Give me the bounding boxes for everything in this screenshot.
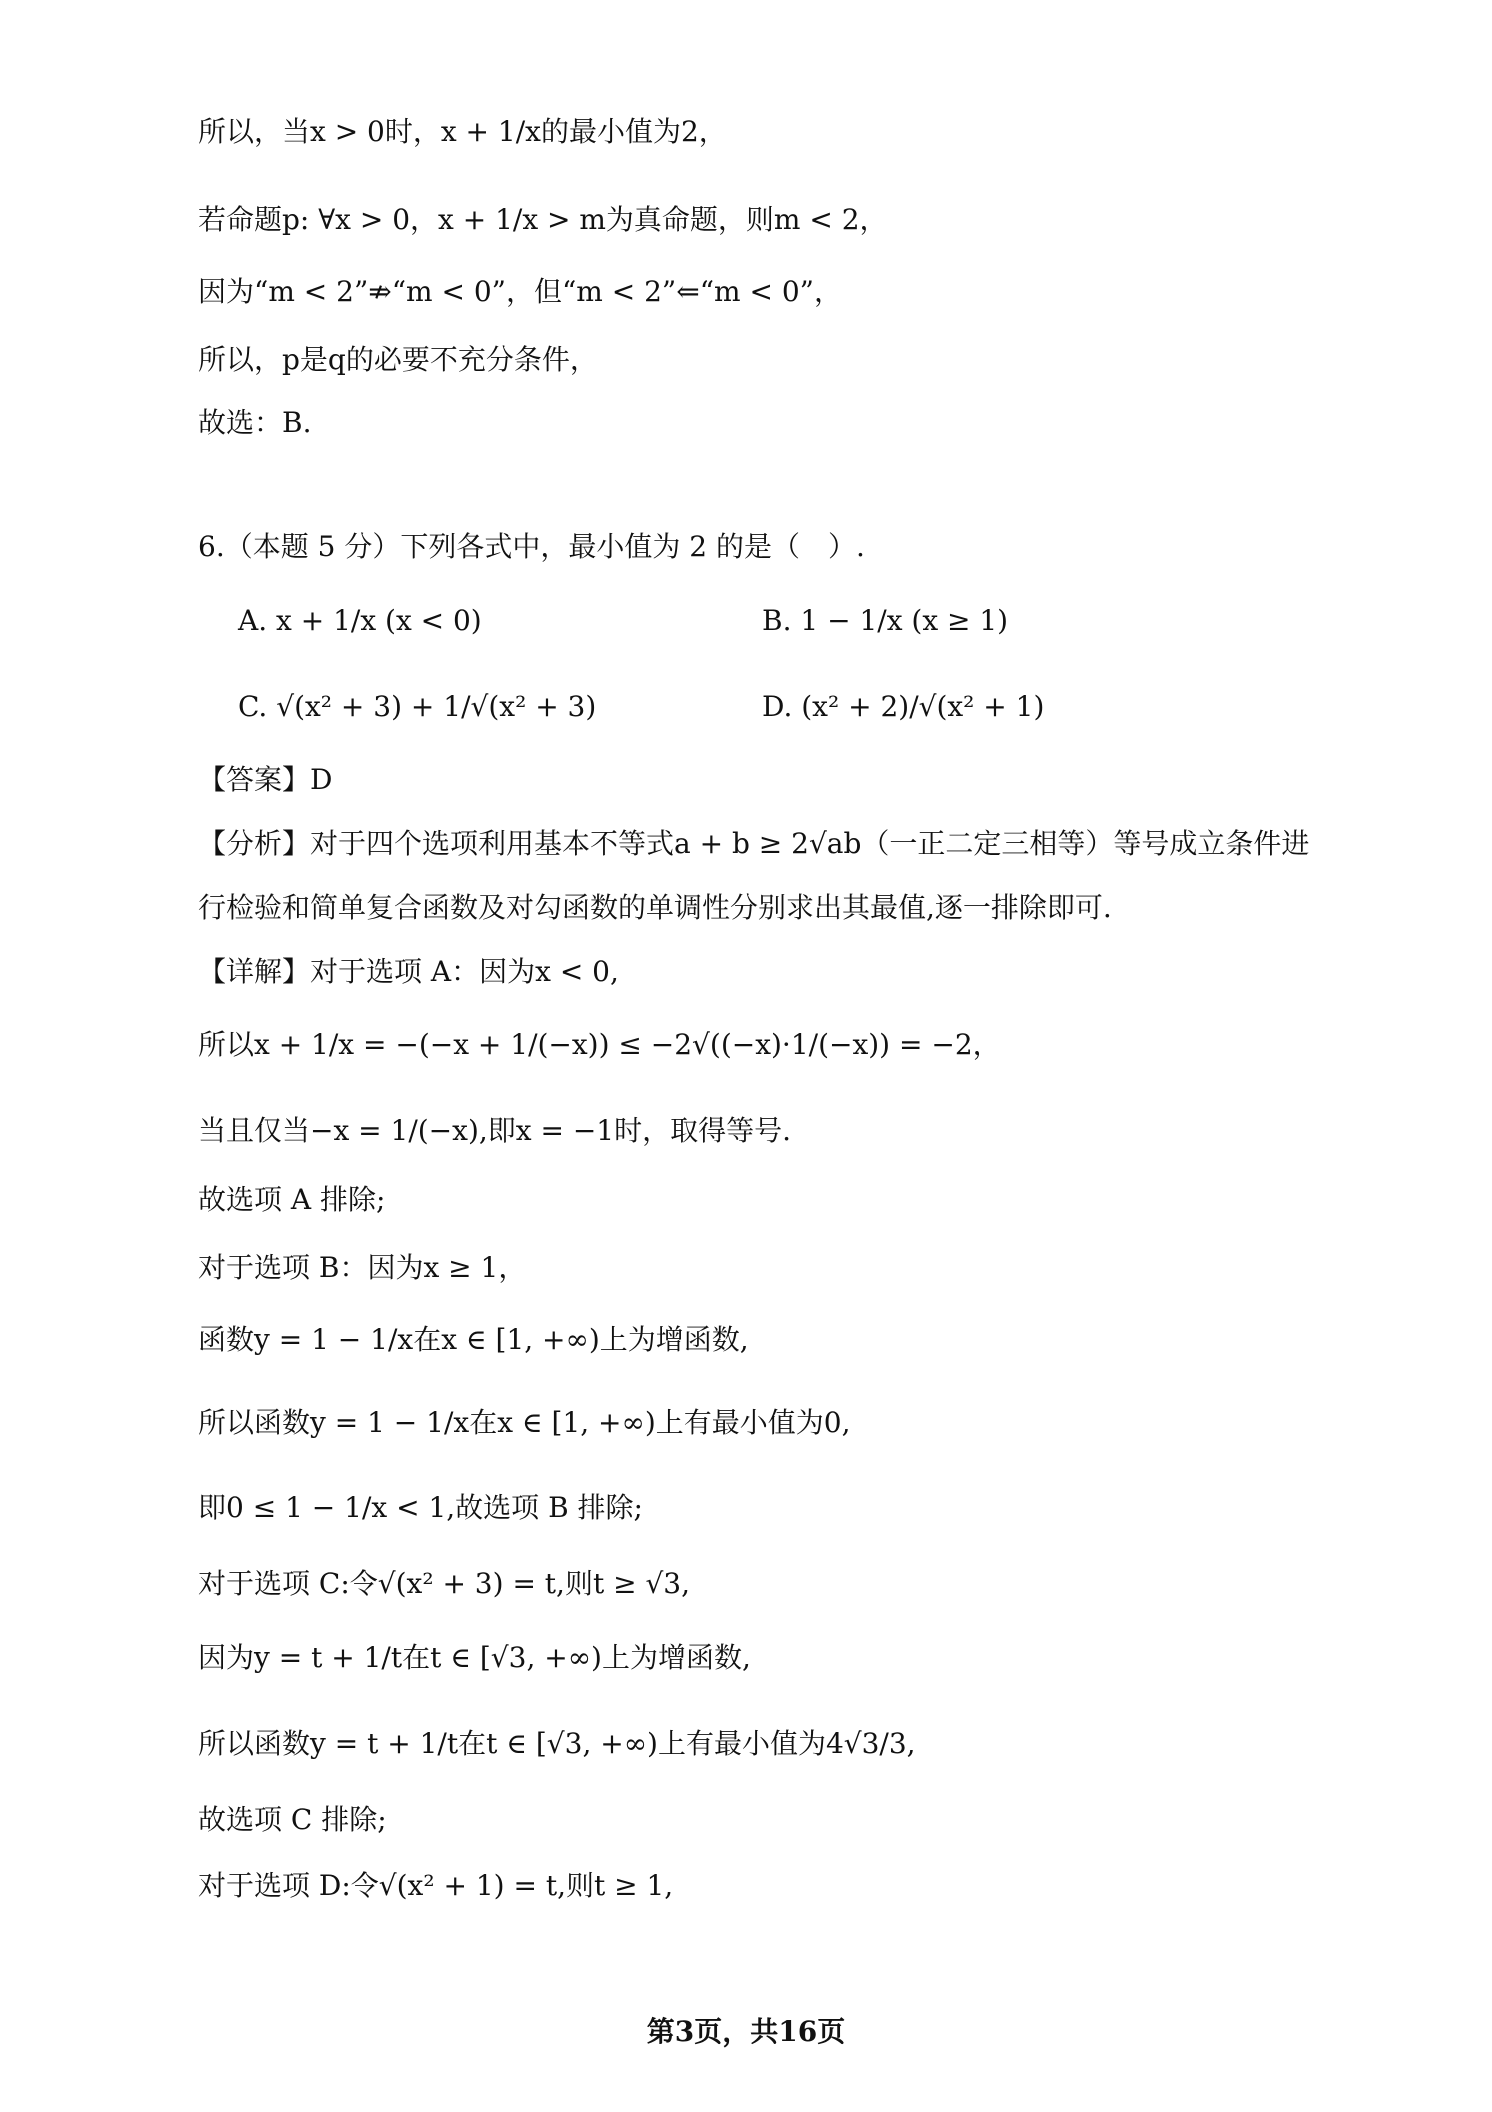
detail-line-12: 故选项 C 排除; <box>198 1803 387 1836</box>
detail-line-11: 所以函数y = t + 1/t在t ∈ [√3, +∞)上有最小值为4√3/3, <box>198 1727 916 1760</box>
text-line-5: 故选：B. <box>198 406 312 439</box>
detail-line-10: 因为y = t + 1/t在t ∈ [√3, +∞)上为增函数, <box>198 1641 751 1674</box>
detail-line-13: 对于选项 D:令√(x² + 1) = t,则t ≥ 1, <box>198 1869 674 1902</box>
answer-line: 【答案】D <box>198 763 333 796</box>
text-line-3: 因为“m < 2”⇏“m < 0”，但“m < 2”⇐“m < 0”， <box>198 275 842 308</box>
detail-line-2: 所以x + 1/x = −(−x + 1/(−x)) ≤ −2√((−x)·1/(−x)) = −2， <box>198 1028 1001 1061</box>
text-line-2: 若命题p: ∀x > 0，x + 1/x > m为真命题，则m < 2， <box>198 203 888 236</box>
detail-line-5: 对于选项 B：因为x ≥ 1， <box>198 1251 527 1284</box>
analysis-line-1: 【分析】对于四个选项利用基本不等式a + b ≥ 2√ab（一正二定三相等）等号成立条件进 <box>198 827 1310 860</box>
detail-line-8: 即0 ≤ 1 − 1/x < 1,故选项 B 排除; <box>198 1491 643 1524</box>
option-b: B. 1 − 1/x (x ≥ 1) <box>762 604 1009 637</box>
detail-line-6: 函数y = 1 − 1/x在x ∈ [1, +∞)上为增函数, <box>198 1323 749 1356</box>
option-d: D. (x² + 2)/√(x² + 1) <box>762 690 1045 723</box>
text-line-1: 所以，当x > 0时，x + 1/x的最小值为2， <box>198 115 727 148</box>
text-line-4: 所以，p是q的必要不充分条件， <box>198 343 598 376</box>
detail-line-4: 故选项 A 排除; <box>198 1183 386 1216</box>
page-footer: 第3页，共16页 <box>646 2015 846 2048</box>
option-a: A. x + 1/x (x < 0) <box>238 604 482 637</box>
option-c: C. √(x² + 3) + 1/√(x² + 3) <box>238 690 597 723</box>
detail-line-1: 【详解】对于选项 A：因为x < 0, <box>198 955 619 988</box>
detail-line-3: 当且仅当−x = 1/(−x),即x = −1时，取得等号. <box>198 1114 791 1147</box>
detail-line-9: 对于选项 C:令√(x² + 3) = t,则t ≥ √3, <box>198 1567 691 1600</box>
detail-line-7: 所以函数y = 1 − 1/x在x ∈ [1, +∞)上有最小值为0, <box>198 1406 851 1439</box>
analysis-line-2: 行检验和简单复合函数及对勾函数的单调性分别求出其最值,逐一排除即可. <box>198 891 1112 924</box>
question-6-stem: 6.（本题 5 分）下列各式中，最小值为 2 的是（ ）. <box>198 530 865 563</box>
